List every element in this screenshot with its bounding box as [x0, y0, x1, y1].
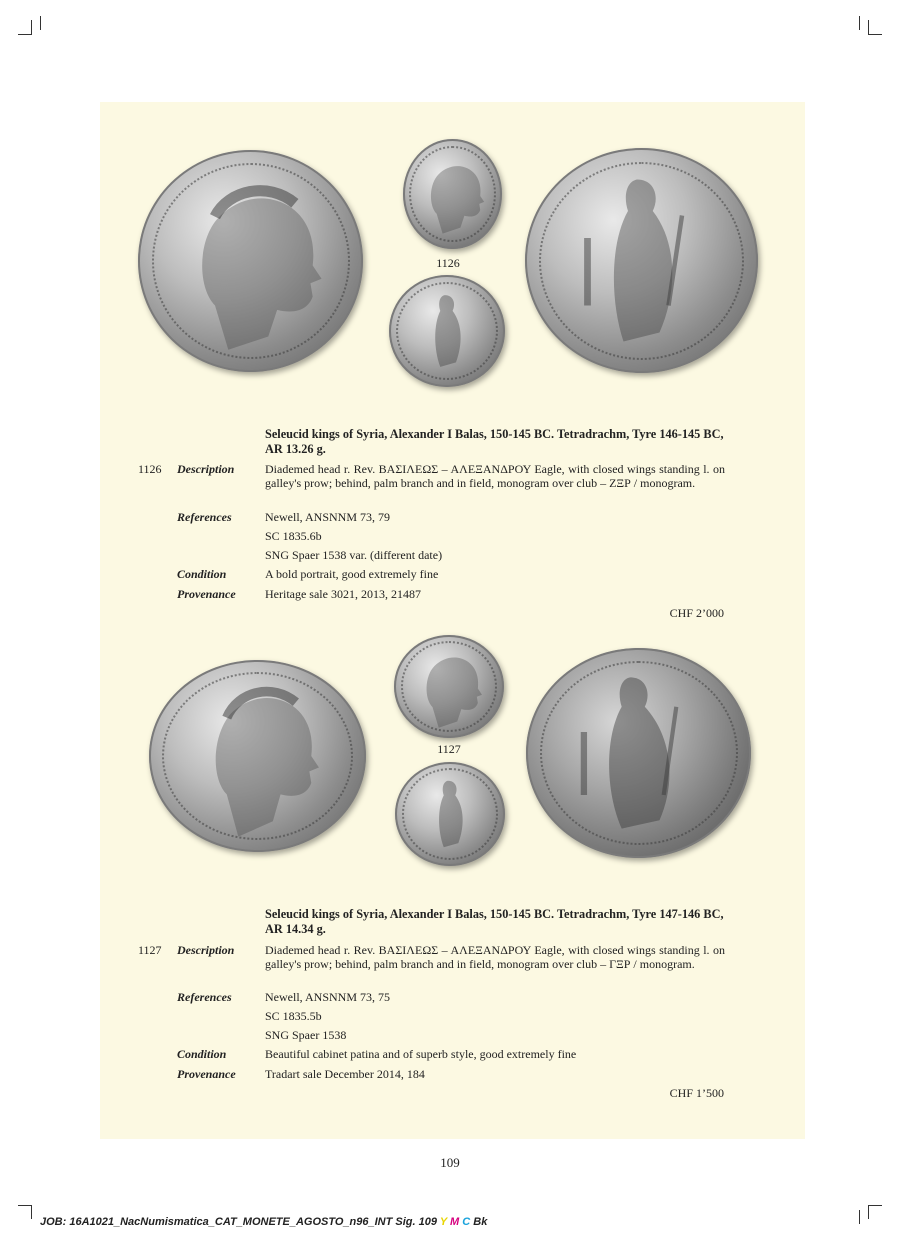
crop-mark-top-right-v: [859, 16, 860, 30]
reference-item: SC 1835.6b: [265, 529, 322, 543]
provenance-text: Heritage sale 3021, 2013, 21487: [265, 587, 421, 601]
crop-mark-top-left-v: [40, 16, 41, 30]
description-text: Diademed head r. Rev. ΒΑΣΙΛΕΩΣ – ΑΛΕΞΑΝΔΡΟΥ Eagle, with closed wings standing l. on galley's prow; behind, palm branch and in field, monogram over club – ΖΞΡ / monogram.: [265, 462, 725, 490]
crop-mark-bottom-left-v: [31, 1205, 32, 1219]
coin-reverse-small: [389, 275, 505, 387]
image-lot-number: 1127: [437, 742, 461, 756]
description-label: Description: [177, 462, 235, 476]
color-c: C: [462, 1216, 471, 1228]
eagle-small-icon: [395, 762, 505, 866]
crop-mark-bottom-right-h: [868, 1205, 882, 1206]
reference-item: SC 1835.5b: [265, 1009, 322, 1023]
condition-label: Condition: [177, 1047, 227, 1061]
crop-mark-top-right-v2: [868, 20, 869, 34]
crop-mark-bottom-right-v: [868, 1205, 869, 1219]
coin-obverse-enlarged: [149, 660, 366, 852]
portrait-head-small-icon: [394, 635, 504, 738]
coin-obverse-enlarged: [138, 150, 363, 372]
crop-mark-top-right-h: [868, 34, 882, 35]
lot-title: Seleucid kings of Syria, Alexander I Balas, 150-145 BC. Tetradrachm, Tyre 146-145 BC, AR 13.26 g.: [265, 427, 724, 456]
portrait-head-icon: [138, 150, 363, 372]
lot-title: Seleucid kings of Syria, Alexander I Balas, 150-145 BC. Tetradrachm, Tyre 147-146 BC, AR 14.34 g.: [265, 907, 724, 936]
reference-item: Newell, ANSNNM 73, 75: [265, 990, 390, 1004]
price-estimate: CHF 1’500: [669, 1086, 724, 1100]
color-k: Bk: [473, 1216, 488, 1228]
reference-item: Newell, ANSNNM 73, 79: [265, 510, 390, 524]
provenance-label: Provenance: [177, 1067, 236, 1081]
description-label: Description: [177, 943, 235, 957]
coin-obverse-small: [403, 139, 502, 249]
condition-label: Condition: [177, 567, 227, 581]
references-label: References: [177, 990, 232, 1004]
provenance-label: Provenance: [177, 587, 236, 601]
coin-reverse-enlarged: [526, 648, 751, 858]
condition-text: Beautiful cabinet patina and of superb style, good extremely fine: [265, 1047, 577, 1061]
lot-number: 1126: [138, 462, 162, 476]
crop-mark-top-left-h: [18, 34, 32, 35]
provenance-text: Tradart sale December 2014, 184: [265, 1067, 425, 1081]
condition-text: A bold portrait, good extremely fine: [265, 567, 439, 581]
color-y: Y: [439, 1216, 447, 1228]
eagle-icon: [525, 148, 758, 373]
page-number: 109: [440, 1155, 460, 1170]
crop-mark-bottom-right-v2: [859, 1210, 860, 1224]
job-slug-text: JOB: 16A1021_NacNumismatica_CAT_MONETE_AGOSTO_n96_INT Sig. 109: [40, 1216, 437, 1228]
color-m: M: [450, 1216, 460, 1228]
lot-number: 1127: [138, 943, 162, 957]
reference-item: SNG Spaer 1538: [265, 1028, 347, 1042]
eagle-icon: [526, 648, 751, 858]
reference-item: SNG Spaer 1538 var. (different date): [265, 548, 443, 562]
eagle-small-icon: [389, 275, 505, 387]
description-text: Diademed head r. Rev. ΒΑΣΙΛΕΩΣ – ΑΛΕΞΑΝΔΡΟΥ Eagle, with closed wings standing l. on galley's prow; behind, palm branch and in field, monogram over club – ΓΞΡ / monogram.: [265, 943, 725, 971]
crop-mark-top-left-v2: [31, 20, 32, 34]
references-label: References: [177, 510, 232, 524]
portrait-head-small-icon: [403, 139, 502, 249]
coin-reverse-enlarged: [525, 148, 758, 373]
coin-obverse-small: [394, 635, 504, 738]
portrait-head-icon: [149, 660, 366, 852]
coin-reverse-small: [395, 762, 505, 866]
job-slug: [40, 1216, 487, 1228]
price-estimate: CHF 2’000: [669, 606, 724, 620]
crop-mark-bottom-left-h: [18, 1205, 32, 1206]
image-lot-number: 1126: [436, 256, 460, 270]
